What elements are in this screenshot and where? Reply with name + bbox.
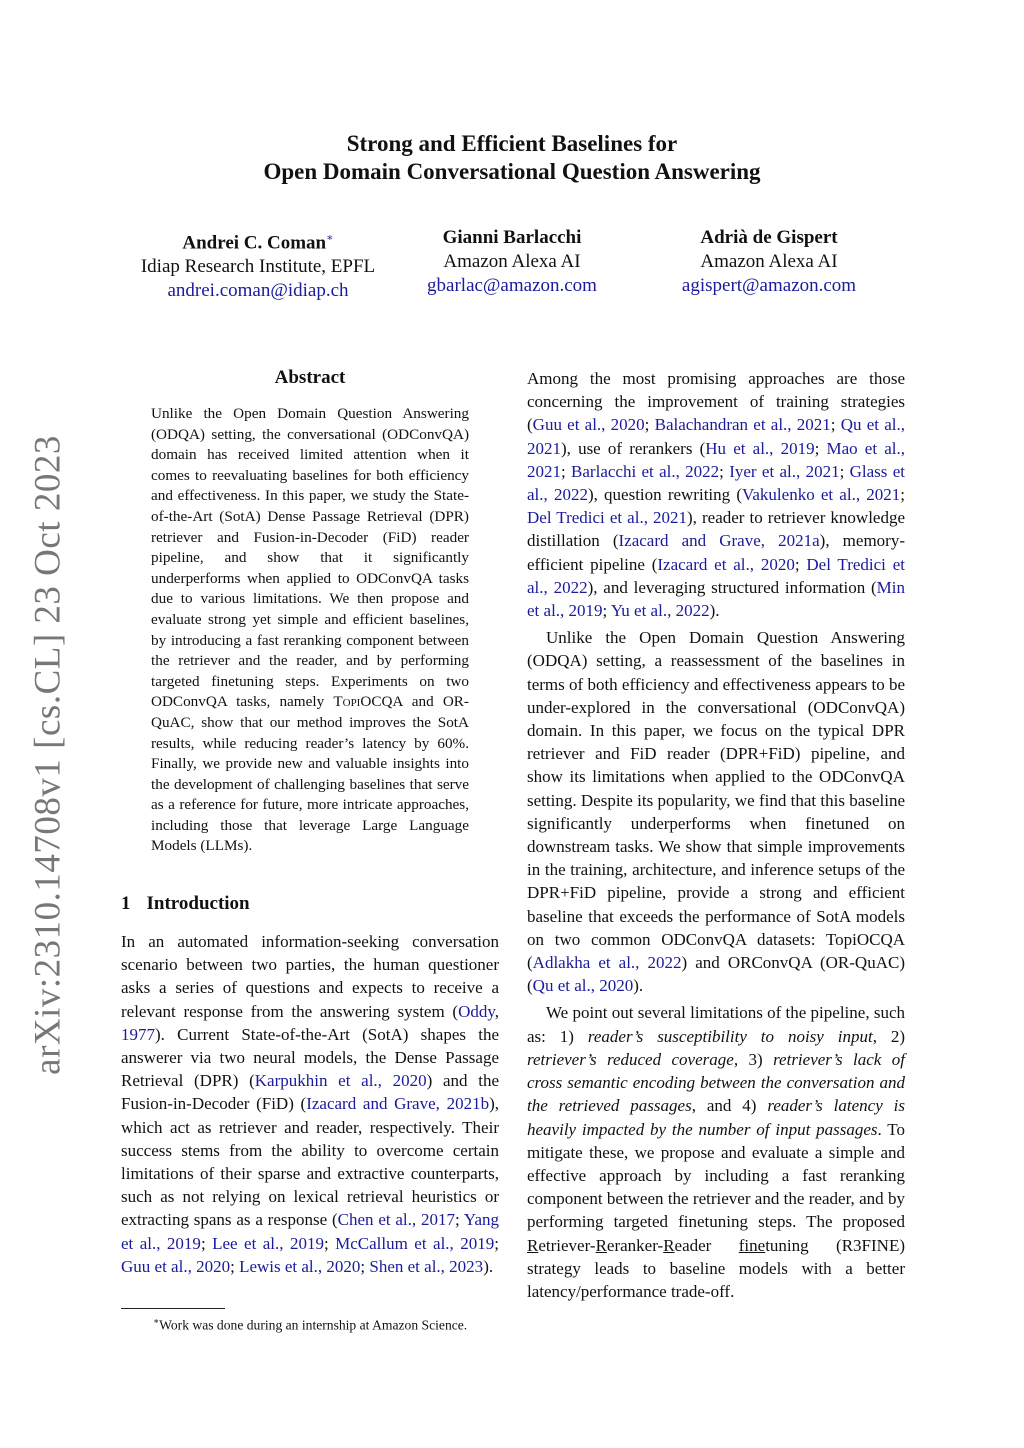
abstract-smallcaps: Topi [333, 693, 361, 711]
citation-link[interactable]: Del Tredici et al., 2021 [527, 508, 688, 528]
title-line-2: Open Domain Conversational Question Answering [263, 159, 761, 184]
arxiv-identifier: arXiv:2310.14708v1 [cs.CL] 23 Oct 2023 [27, 435, 69, 1075]
citation-link[interactable]: Izacard et al., 2020 [657, 554, 795, 574]
author-email-link[interactable]: gbarlac@amazon.com [427, 275, 597, 296]
citation-link[interactable]: 1977 [121, 1024, 155, 1044]
citation-link[interactable]: Min et al., 2019 [527, 577, 905, 621]
section-heading-introduction [121, 893, 250, 915]
author-name: Adrià de Gispert [700, 227, 838, 248]
footnote-mark: ∗ [153, 1316, 160, 1326]
citation-link[interactable]: Adlakha et al., 2022 [532, 953, 682, 973]
author-2 [427, 226, 597, 298]
author-1 [141, 226, 375, 303]
citation-link[interactable]: Del Tredici et al., 2022 [527, 554, 905, 597]
citation-link[interactable]: Lee et al., 2019 [212, 1233, 324, 1253]
section-number: 1 [121, 893, 131, 914]
footnote-text: Work was done during an internship at Amazon Science. [159, 1317, 468, 1333]
citation-link[interactable]: Vakulenko et al., 2021 [741, 485, 901, 505]
citation-link[interactable]: Qu et al., 2020 [532, 976, 634, 996]
citation-link[interactable]: Mao et al., 2021 [527, 438, 905, 481]
paper-title [0, 130, 1024, 186]
citation-link[interactable]: Qu et al., 2021 [527, 415, 905, 458]
author-email-link[interactable]: agispert@amazon.com [681, 275, 857, 296]
paragraph: Among the most promising approaches are those concerning the improvement of training strategies (Guu et al., 2020; Balachandran et al., 2021; Qu et al., 2021), use of rerankers (Hu et al., 2019; Mao et al., 2021; Barlacchi et al., 2022; Iyer et al., 2021; Glass et al., 2022), question rewriting (Vakulenko et al., 2021; Del Tredici et al., 2021), reader to retriever knowledge distillation (Izacard and Grave, 2021a), memory-efficient pipeline (Izacard et al., 2020; Del Tredici et al., 2022), and leveraging structured information (Min et al., 2019; Yu et al., 2022). [527, 369, 906, 621]
section-title: Introduction [146, 893, 250, 914]
footnote-rule [121, 1308, 225, 1309]
citation-link[interactable]: Balachandran et al., 2021 [654, 415, 831, 435]
introduction-right-column [527, 367, 905, 1303]
footnote [121, 1313, 499, 1334]
author-footnote-mark: ∗ [326, 232, 334, 244]
author-affiliation: Amazon Alexa AI [700, 251, 838, 272]
title-line-1: Strong and Efficient Baselines for [346, 131, 678, 156]
citation-link[interactable]: Iyer et al., 2021 [729, 461, 840, 481]
abstract-heading: Abstract [274, 367, 346, 388]
introduction-left-column [121, 930, 499, 1278]
paragraph: We point out several limitations of the pipeline, such as: 1) reader’s susceptibility to noisy input, 2) retriever’s reduced coverage, 3) retriever’s lack of cross semantic encoding between the conversation and the retrieved passages, and 4) reader’s latency is heavily impacted by the number of input passages. To mitigate these, we propose and evaluate a simple and effective approach by including a fast reranking component between the retriever and the reader, and by performing targeted finetuning steps. The proposed Retriever-Reranker-Reader finetuning (R3FINE) strategy leads to baseline models with a better latency/performance trade-off. [527, 1003, 906, 1301]
arxiv-sidebar-stamp [27, 435, 69, 1075]
author-email-link[interactable]: andrei.coman@idiap.ch [167, 280, 349, 302]
citation-link[interactable]: Guu et al., 2020 [121, 1256, 231, 1276]
abstract-text: OCQA and OR-QuAC, show that our method improves the SotA results, while reducing reader’s latency by 60%. Finally, we provide new and valuable insights into the development of challenging baselines that serve as a reference for future, more intricate approaches, including those that leverage Large Language Models (LLMs). [151, 693, 469, 855]
author-name: Gianni Barlacchi [442, 227, 582, 248]
citation-link[interactable]: Hu et al., 2019 [705, 438, 815, 458]
citation-link[interactable]: Barlacchi et al., 2022 [571, 461, 720, 481]
citation-link[interactable]: Karpukhin et al., 2020 [254, 1071, 427, 1091]
citation-link[interactable]: Guu et al., 2020 [532, 415, 645, 435]
citation-link[interactable]: Shen et al., 2023 [369, 1256, 484, 1276]
author-name: Andrei C. Coman [182, 232, 327, 254]
citation-link[interactable]: McCallum et al., 2019 [335, 1233, 495, 1253]
author-affiliation: Idiap Research Institute, EPFL [140, 256, 376, 278]
citation-link[interactable]: Izacard and Grave, 2021b [306, 1094, 490, 1114]
abstract-text: Unlike the Open Domain Question Answering (ODQA) setting, the conversational (ODConvQA) domain has received limited attention when it comes to reevaluating baselines for both efficiency and effectiveness. In this paper, we study the State-of-the-Art (SotA) Dense Passage Retrieval (DPR) retriever and Fusion-in-Decoder (FiD) reader pipeline, and show that it significantly underperforms when applied to ODConvQA tasks due to various limitations. We then propose and evaluate strong yet simple and efficient baselines, by introducing a fast reranking component between the retriever and the reader, and by performing targeted finetuning steps. Experiments on two ODConvQA tasks, namely [151, 405, 469, 711]
author-3 [682, 226, 856, 298]
paragraph: Unlike the Open Domain Question Answering (ODQA) setting, a reassessment of the baselines in terms of both efficiency and effectiveness appears to be under-explored in the conversational (ODConvQA) domain. In this paper, we focus on the typical DPR retriever and FiD reader (DPR+FiD) pipeline, and show its limitations when applied to the ODConvQA setting. Despite its popularity, we find that this baseline significantly underperforms when finetuned on downstream tasks. We show that simple improvements in the training, architecture, and inference setups of the DPR+FiD pipeline, provide a strong and efficient baseline that exceeds the performance of SotA models on two common ODConvQA datasets: TopiOCQA (Adlakha et al., 2022) and ORConvQA (OR-QuAC) (Qu et al., 2020). [527, 628, 905, 996]
author-affiliation: Amazon Alexa AI [443, 251, 581, 272]
paragraph: In an automated information-seeking conversation scenario between two parties, the human questioner asks a series of questions and expects to receive a relevant response from the answering system (Oddy, 1977). Current State-of-the-Art (SotA) shapes the answerer via two neural models, the Dense Passage Retrieval (DPR) (Karpukhin et al., 2020) and the Fusion-in-Decoder (FiD) (Izacard and Grave, 2021b), which act as retriever and reader, respectively. Their success stems from the ability to overcome certain limitations of their sparse and extractive counterparts, such as not relying on lexical retrieval heuristics or extracting spans as a response (Chen et al., 2017; Yang et al., 2019; Lee et al., 2019; McCallum et al., 2019; Guu et al., 2020; Lewis et al., 2020; Shen et al., 2023). [121, 932, 500, 1276]
citation-link[interactable]: Izacard and Grave, 2021a [618, 531, 820, 551]
citation-link[interactable]: Oddy [458, 1001, 495, 1021]
citation-link[interactable]: Glass et al., 2022 [527, 461, 905, 505]
citation-link[interactable]: Chen et al., 2017 [337, 1210, 455, 1230]
citation-link[interactable]: Yang et al., 2019 [121, 1210, 499, 1253]
abstract-body [151, 404, 469, 857]
citation-link[interactable]: Lewis et al., 2020 [239, 1256, 361, 1276]
citation-link[interactable]: Yu et al., 2022 [610, 601, 710, 621]
